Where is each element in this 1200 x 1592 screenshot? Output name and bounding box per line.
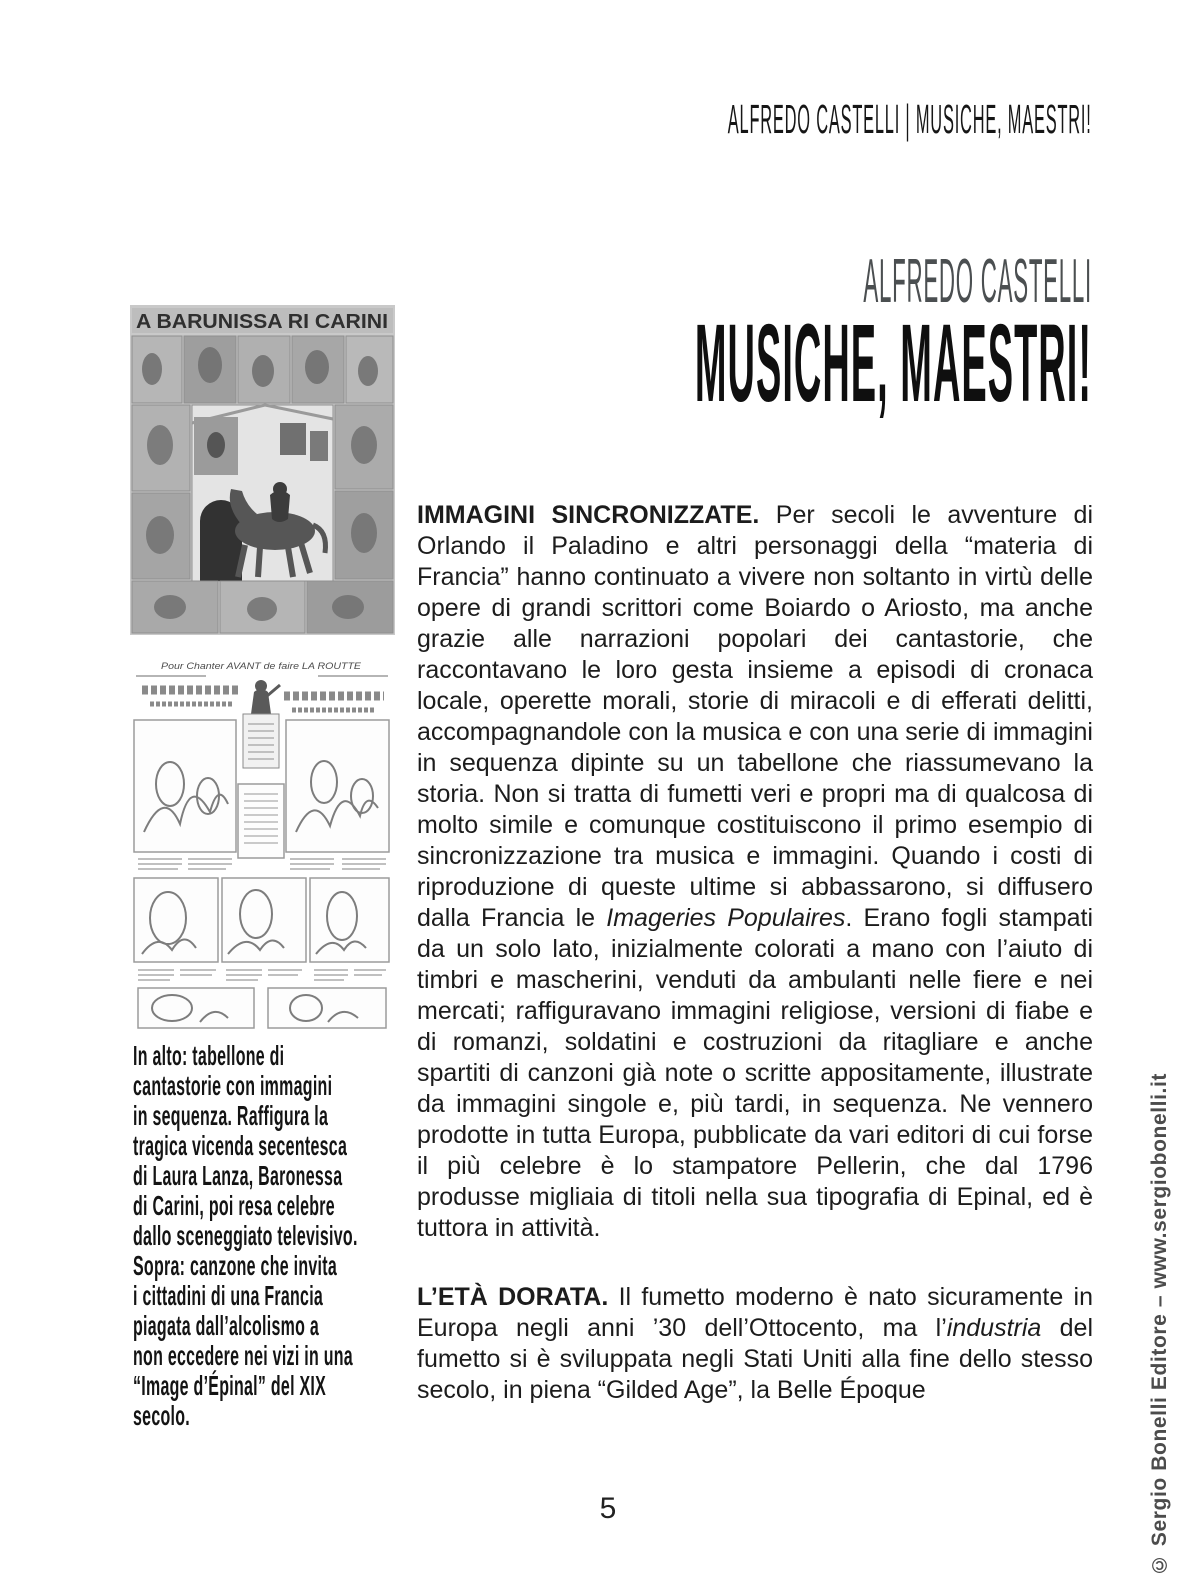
caption-line: In alto: tabellone di bbox=[133, 1040, 285, 1071]
copyright-vertical-text: © Sergio Bonelli Editore – www.sergiobonelli.it bbox=[1148, 1072, 1171, 1576]
caption-line: Sopra: canzone che invita bbox=[133, 1250, 338, 1281]
caption-line: cantastorie con immagini bbox=[133, 1070, 333, 1101]
caption-line: “Image d’Épinal” del XIX bbox=[133, 1370, 327, 1401]
article-title: MUSICHE, MAESTRI! bbox=[694, 302, 1092, 425]
epinal-header-text: Pour Chanter AVANT de faire LA ROUTTE bbox=[161, 661, 363, 671]
caption-line: di Carini, poi resa celebre bbox=[133, 1190, 335, 1221]
tabellone-banner-text: A BARUNISSA RI CARINI bbox=[136, 311, 388, 333]
caption-line: piagata dall’alcolismo a bbox=[133, 1310, 320, 1341]
caption-line: i cittadini di una Francia bbox=[133, 1280, 324, 1311]
epinal-illustration bbox=[128, 656, 395, 1036]
caption-line: di Laura Lanza, Baronessa bbox=[133, 1160, 343, 1191]
article-author: ALFREDO CASTELLI bbox=[863, 247, 1092, 316]
tabellone-illustration bbox=[130, 305, 395, 635]
page-number: 5 bbox=[599, 1492, 617, 1525]
caption-line: non eccedere nei vizi in una bbox=[133, 1340, 353, 1371]
caption-line: dallo sceneggiato televisivo. bbox=[133, 1220, 358, 1251]
running-header: ALFREDO CASTELLI | MUSICHE, MAESTRI! bbox=[728, 96, 1092, 142]
figure-tabellone-carini bbox=[130, 305, 395, 635]
paragraph-eta-dorata: L’ETÀ DORATA. Il fumetto moderno è nato sicuramente in Europa negli anni ’30 dell’Ottocento, ma l’industria del fumetto si è sviluppata negli Stati Uniti alla fine dello stesso secolo, in piena “Gilded Age”, la Belle Époque bbox=[417, 1283, 1094, 1404]
caption-line: tragica vicenda secentesca bbox=[133, 1130, 348, 1161]
figure-epinal-print bbox=[128, 656, 395, 1036]
figure-caption bbox=[133, 1041, 395, 1431]
paragraph-immagini-sincronizzate: IMMAGINI SINCRONIZZATE. Per secoli le avventure di Orlando il Paladino e altri personaggi della “materia di Francia” hanno continuato a vivere non soltanto in virtù delle opere di grandi scrittori come Boiardo o Ariosto, ma anche grazie alle narrazioni popolari dei cantastorie, che raccontavano le loro gesta insieme a episodi di cronaca locale, operette morali, storie di miracoli e di efferati delitti, accompagnandole con la musica e con una serie di immagini in sequenza dipinte su un tabellone che riassumevano la storia. Non si tratta di fumetti veri e propri ma di qualcosa di molto simile e comunque costituiscono il primo esempio di sincronizzazione tra musica e immagini. Quando i costi di riproduzione di queste ultime si abbassarono, si diffusero dalla Francia le Imageries Populaires. Erano fogli stampati da un solo lato, inizialmente colorati a mano con l’aiuto di timbri e mascherini, venduti da ambulanti nelle fiere e nei mercati; raffiguravano immagini religiose, versioni di fiabe e di romanzi, soldatini e costruzioni da ritagliare e anche spartiti di canzoni già note o scritte appositamente, illustrate da immagini singole e, più tardi, in sequenza. Ne vennero prodotte in tutta Europa, pubblicate da vari editori di cui forse il più celebre è lo stampatore Pellerin, che dal 1796 produsse migliaia di titoli nella sua tipografia di Epinal, ed è tuttora in attività. bbox=[417, 501, 1093, 1242]
caption-line: secolo. bbox=[133, 1400, 190, 1431]
caption-line: in sequenza. Raffigura la bbox=[133, 1100, 329, 1131]
article-body bbox=[417, 500, 1093, 1406]
